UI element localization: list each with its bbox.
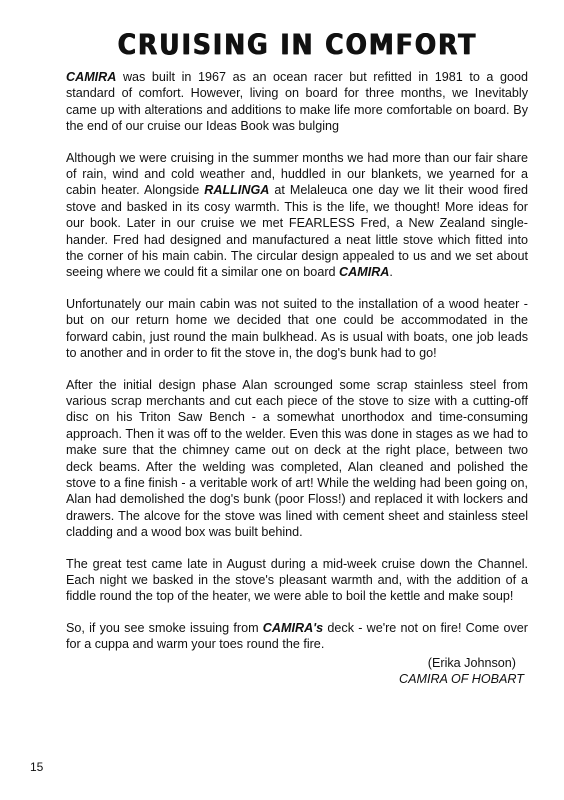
boat-name: RALLINGA: [204, 183, 270, 198]
article: [66, 27, 528, 687]
paragraph-1: [66, 69, 528, 135]
text-run: The great test came late in August during a mid-week cruise down the Channel. Each night we basked in the stove's pleasant warmth and, with the addition of a fiddle round the top of the heater, we were able to boil the kettle and make soup!: [66, 556, 528, 604]
paragraph-3: [66, 296, 528, 362]
text-run: .: [389, 265, 393, 280]
paragraph-5: [66, 556, 528, 605]
boat-name: CAMIRA's: [262, 620, 324, 635]
paragraph-6: [66, 620, 528, 653]
article-body: [66, 69, 528, 653]
text-run: Unfortunately our main cabin was not suited to the installation of a wood heater - but on our return home we decided that one could be accommodated in the forward cabin, just round the main bulkhead. As is usual with boats, one job leads to another and in order to fit the stove in, the dog's bunk had to go!: [66, 296, 528, 361]
text-run: Although we were cruising in the summer months we had more than our fair share of rain, wind and cold weather and, huddled in our blankets, we yearned for a cabin heater. Alongside: [66, 150, 528, 198]
boat-name: CAMIRA: [66, 70, 117, 84]
text-run: After the initial design phase Alan scrounged some scrap stainless steel from various scrap merchants and cut each piece of the stove to size with a cutting-off disc on his Triton Saw Bench - a somewhat unorthodox and time-consuming approach. Then it was off to the welder. Even this was done in stages as we had to make sure that the chimney came out on deck at the right place, between two deck beams. After the welding was completed, Alan cleaned and polished the stove to a fine finish - a veritable work of art! While the welding had been going on, Alan had demolished the dog's bunk (poor Floss!) and replaced it with lockers and drawers. The alcove for the stove was lined with cement sheet and stainless steel cladding and a wood box was built behind.: [66, 377, 528, 540]
text-run: deck - we're not on fire! Come over for a cuppa and warm your toes round the fire.: [66, 620, 528, 652]
signature-boat: CAMIRA OF HOBART: [398, 672, 524, 686]
text-run: So, if you see smoke issuing from: [66, 620, 263, 635]
signature: [66, 655, 524, 688]
signature-author: (Erika Johnson): [427, 655, 516, 670]
article-title: CRUISING IN COMFORT: [117, 27, 477, 62]
text-run: was built in 1967 as an ocean racer but refitted in 1981 to a good standard of comfort. However, living on board for three months, we Inevitably came up with alterations and additions to make life more comfortable on board. By the end of our cruise our Ideas Book was bulging: [66, 70, 528, 134]
paragraph-2: [66, 150, 528, 281]
paragraph-4: [66, 377, 528, 541]
text-run: at Melaleuca one day we lit their wood fired stove and basked in its cosy warmth. This is the life, we thought! More ideas for our book. Later in our cruise we met FEARLESS Fred, a New Zealand single-hander. Fred had designed and manufactured a neat little stove which fitted into the corner of his main cabin. The circular design appealed to us and we set about seeing where we could fit a similar one on board: [66, 183, 528, 280]
boat-name: CAMIRA: [339, 265, 390, 280]
page-number: 15: [30, 760, 44, 774]
